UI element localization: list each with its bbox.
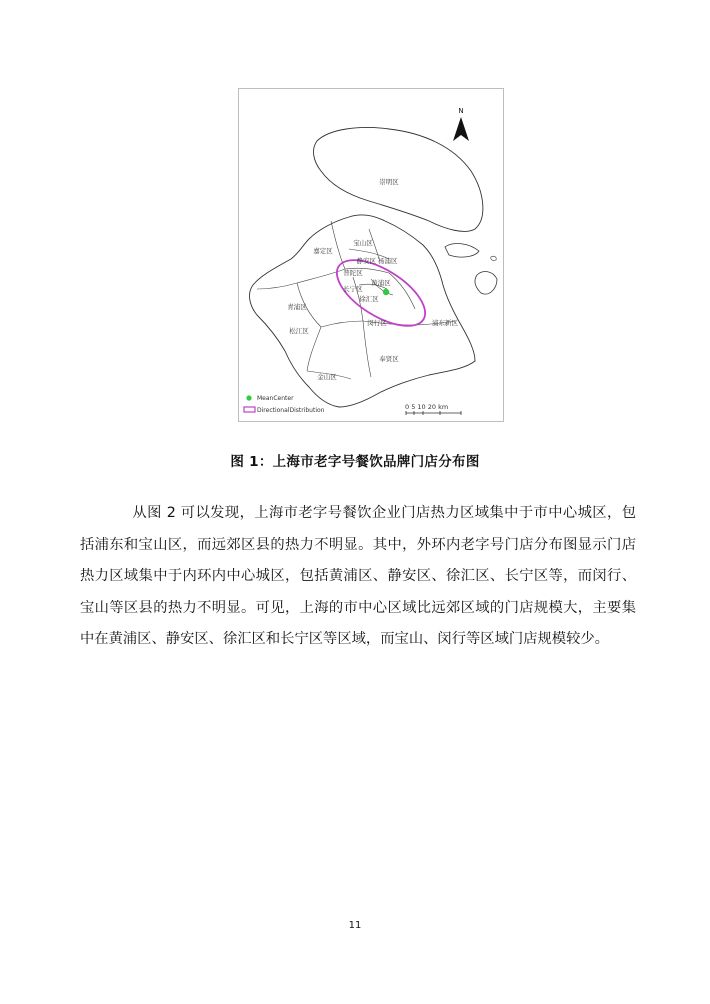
label-jinshan: 金山区 — [317, 373, 337, 381]
scale-bar-label: 0 5 10 20 km — [405, 403, 449, 411]
label-chongming: 崇明区 — [379, 178, 399, 186]
island-changxing — [445, 244, 479, 258]
island-hengsha — [475, 272, 497, 295]
body-paragraph — [80, 498, 636, 656]
legend-mean-center-icon — [246, 395, 251, 400]
legend-ellipse-icon — [244, 407, 255, 412]
scale-bar — [405, 403, 461, 415]
label-jiading: 嘉定区 — [313, 247, 333, 255]
label-minhang: 闵行区 — [367, 319, 387, 327]
label-pudong: 浦东新区 — [432, 319, 458, 327]
legend-directional-label: DirectionalDistribution — [257, 407, 325, 414]
label-songjiang: 松江区 — [289, 327, 309, 335]
mean-center-point — [383, 289, 389, 295]
north-arrow-icon — [453, 107, 469, 141]
legend-mean-center-label: MeanCenter — [257, 395, 294, 402]
label-xuhui: 徐汇区 — [359, 295, 379, 303]
body-paragraph-text: 从图 2 可以发现，上海市老字号餐饮企业门店热力区域集中于市中心城区，包括浦东和宝山区，而远郊区县的热力不明显。其中，外环内老字号门店分布图显示门店热力区域集中于内环内中心城区，包括黄浦区、静安区、徐汇区、长宁区等，而闵行、宝山等区县的热力不明显。可见，上海的市中心区域比远郊区域的门店规模大，主要集中在黄浦区、静安区、徐汇区和长宁区等区域，而宝山、闵行等区域门店规模较少。 — [80, 505, 636, 648]
page-number: 11 — [348, 920, 362, 931]
label-putuo: 普陀区 — [343, 269, 363, 277]
label-changning: 长宁区 — [343, 285, 363, 293]
label-huangpu: 黄浦区 — [371, 279, 391, 287]
north-label: N — [458, 107, 464, 115]
shanghai-district-map — [239, 89, 503, 421]
island-small — [491, 256, 496, 260]
label-jingan-yangpu: 静安区 杨浦区 — [356, 257, 398, 265]
map-figure — [238, 88, 504, 422]
label-baoshan: 宝山区 — [353, 239, 373, 247]
map-legend — [244, 395, 325, 414]
figure-caption: 图 1：上海市老字号餐饮品牌门店分布图 — [230, 454, 480, 470]
label-qingpu: 青浦区 — [287, 303, 307, 311]
label-fengxian: 奉贤区 — [379, 355, 399, 363]
